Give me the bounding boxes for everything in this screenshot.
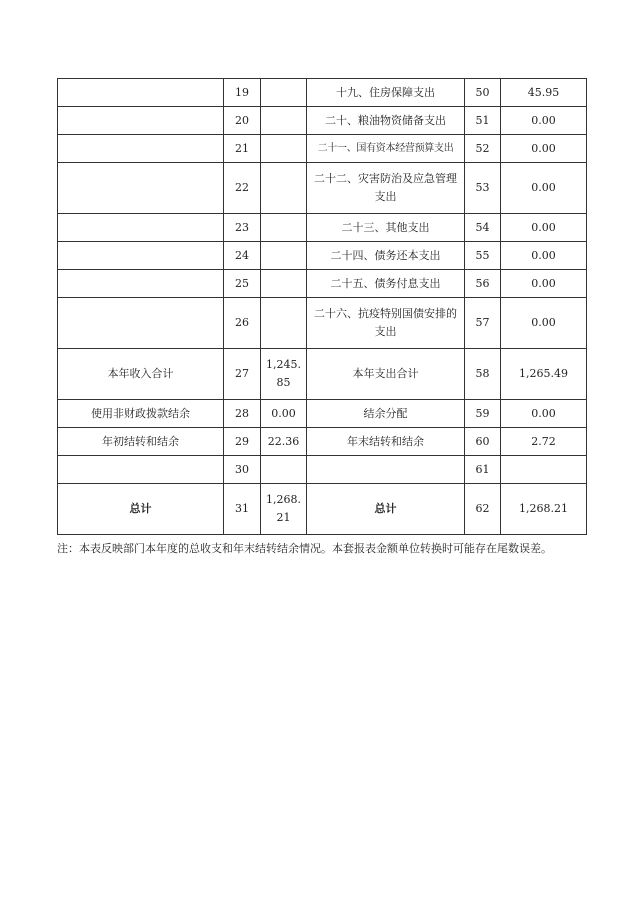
expense-row-number: 58 [465,349,501,400]
income-item-cell: 年初结转和结余 [58,428,224,456]
expense-item-cell: 二十三、其他支出 [307,214,465,242]
budget-summary-table [57,78,587,535]
income-row-number: 20 [224,107,261,135]
expense-item-cell: 年末结转和结余 [307,428,465,456]
table-row [58,428,587,456]
expense-row-number: 53 [465,163,501,214]
table-row [58,79,587,107]
expense-row-number: 52 [465,135,501,163]
table-row [58,214,587,242]
income-amount-cell [261,135,307,163]
expense-row-number: 62 [465,484,501,535]
expense-amount-cell: 1,265.49 [501,349,587,400]
income-row-number: 30 [224,456,261,484]
expense-item-cell [307,456,465,484]
expense-item-cell: 二十、粮油物资储备支出 [307,107,465,135]
income-row-number: 23 [224,214,261,242]
table-row [58,107,587,135]
expense-amount-cell: 0.00 [501,107,587,135]
income-row-number: 19 [224,79,261,107]
expense-row-number: 56 [465,270,501,298]
table-row [58,400,587,428]
table-row [58,349,587,400]
income-item-cell [58,456,224,484]
income-row-number: 25 [224,270,261,298]
table-row [58,242,587,270]
expense-row-number: 60 [465,428,501,456]
income-item-cell [58,214,224,242]
expense-amount-cell: 0.00 [501,270,587,298]
expense-item-cell: 二十五、债务付息支出 [307,270,465,298]
table-row-total [58,484,587,535]
income-row-number: 28 [224,400,261,428]
expense-item-cell: 二十二、灾害防治及应急管理支出 [307,163,465,214]
expense-row-number: 54 [465,214,501,242]
income-item-cell [58,135,224,163]
expense-amount-cell: 0.00 [501,214,587,242]
expense-total-label: 总计 [307,484,465,535]
income-amount-cell [261,163,307,214]
table-row [58,135,587,163]
expense-row-number: 51 [465,107,501,135]
income-row-number: 26 [224,298,261,349]
expense-amount-cell [501,456,587,484]
income-amount-cell [261,214,307,242]
expense-amount-cell: 2.72 [501,428,587,456]
income-amount-cell [261,456,307,484]
income-row-number: 24 [224,242,261,270]
expense-amount-cell: 0.00 [501,242,587,270]
table-row [58,270,587,298]
expense-item-cell: 二十一、国有资本经营预算支出 [307,135,465,163]
income-row-number: 31 [224,484,261,535]
income-amount-cell: 1,245.85 [261,349,307,400]
income-amount-cell: 0.00 [261,400,307,428]
income-amount-cell [261,270,307,298]
income-row-number: 21 [224,135,261,163]
income-item-cell [58,298,224,349]
income-item-cell [58,107,224,135]
income-amount-cell: 1,268.21 [261,484,307,535]
income-row-number: 29 [224,428,261,456]
expense-row-number: 50 [465,79,501,107]
income-item-cell [58,79,224,107]
expense-item-cell: 二十六、抗疫特别国债安排的支出 [307,298,465,349]
expense-amount-cell: 1,268.21 [501,484,587,535]
income-amount-cell [261,298,307,349]
income-item-cell [58,163,224,214]
expense-item-cell: 结余分配 [307,400,465,428]
income-item-cell: 本年收入合计 [58,349,224,400]
expense-row-number: 61 [465,456,501,484]
expense-amount-cell: 0.00 [501,298,587,349]
expense-row-number: 55 [465,242,501,270]
expense-item-cell: 本年支出合计 [307,349,465,400]
income-row-number: 27 [224,349,261,400]
income-item-cell [58,270,224,298]
income-row-number: 22 [224,163,261,214]
expense-item-cell: 十九、住房保障支出 [307,79,465,107]
income-total-label: 总计 [58,484,224,535]
expense-amount-cell: 45.95 [501,79,587,107]
table-row [58,456,587,484]
income-item-cell [58,242,224,270]
table-row [58,298,587,349]
expense-row-number: 59 [465,400,501,428]
expense-amount-cell: 0.00 [501,400,587,428]
expense-amount-cell: 0.00 [501,135,587,163]
table-row [58,163,587,214]
income-amount-cell [261,107,307,135]
income-amount-cell [261,79,307,107]
income-amount-cell [261,242,307,270]
expense-item-cell: 二十四、债务还本支出 [307,242,465,270]
expense-row-number: 57 [465,298,501,349]
expense-amount-cell: 0.00 [501,163,587,214]
income-amount-cell: 22.36 [261,428,307,456]
income-item-cell: 使用非财政拨款结余 [58,400,224,428]
table-footnote: 注：本表反映部门本年度的总收支和年末结转结余情况。本套报表金额单位转换时可能存在尾数误差。 [57,542,552,555]
